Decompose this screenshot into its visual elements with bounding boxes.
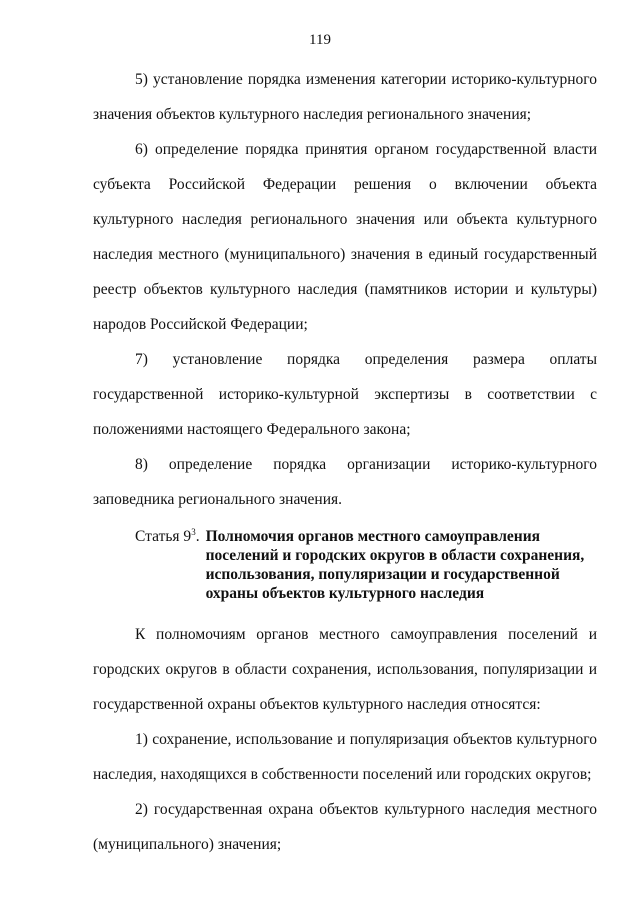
paragraph-item-8: 8) определение порядка организации историко-культурного заповедника регионального значения. (93, 456, 597, 508)
article-label-prefix: Статья 9 (135, 528, 192, 545)
paragraph-item-2: 2) государственная охрана объектов культурного наследия местного (муниципального) значения; (93, 801, 597, 853)
paragraph-item-7: 7) установление порядка определения размера оплаты государственной историко-культурной экспертизы в соответствии с положениями настоящего Федерального закона; (93, 351, 597, 438)
page-number: 119 (309, 32, 331, 48)
article-label-suffix: . (195, 528, 200, 545)
paragraph-item-5: 5) установление порядка изменения категории историко-культурного значения объектов культурного наследия регионального значения; (93, 71, 597, 123)
article-heading (93, 527, 597, 603)
article-title: Полномочия органов местного самоуправления поселений и городских округов в области сохранения, использования, популяризации и государственной охраны объектов культурного наследия (205, 528, 585, 602)
paragraph-item-6: 6) определение порядка принятия органом государственной власти субъекта Российской Федерации решения о включении объекта культурного наследия регионального значения или объекта культурного наследия местного (муниципального) значения в единый государственный реестр объектов культурного наследия (памятников истории и культуры) народов Российской Федерации; (93, 141, 597, 333)
document-body (93, 62, 597, 862)
paragraph-intro: К полномочиям органов местного самоуправления поселений и городских округов в области сохранения, использования, популяризации и государственной охраны объектов культурного наследия относятся: (93, 626, 597, 713)
article-label-superscript: 3 (191, 526, 196, 537)
paragraph-item-1: 1) сохранение, использование и популяризация объектов культурного наследия, находящихся в собственности поселений или городских округов; (93, 731, 597, 783)
article-label (135, 527, 206, 603)
